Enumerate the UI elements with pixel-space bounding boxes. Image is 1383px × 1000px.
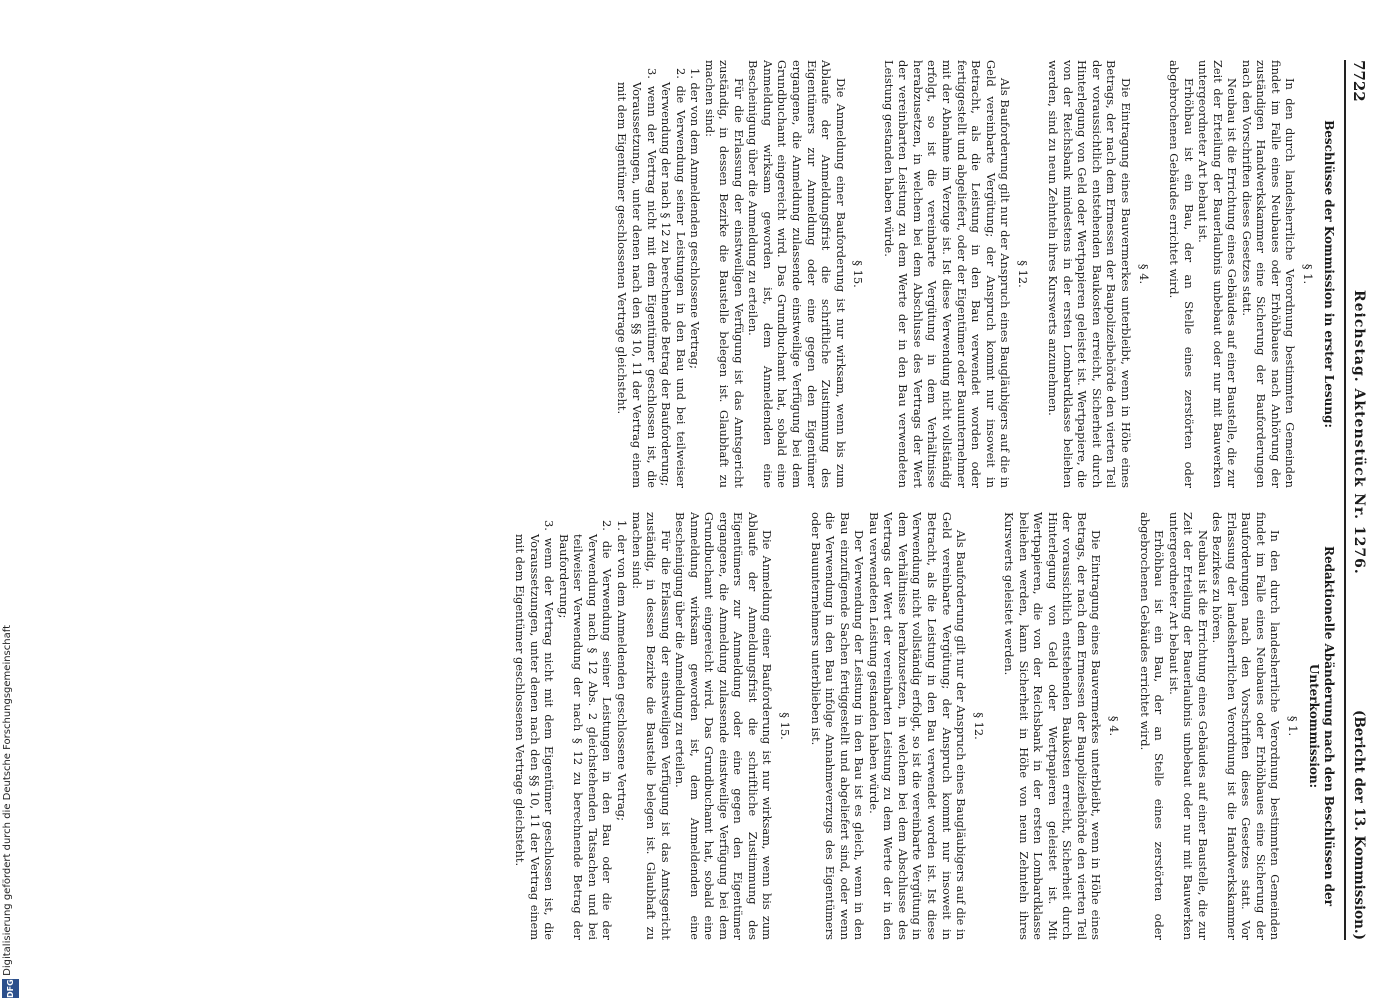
paragraph: Als Bauforderung gilt nur der Anspruch eines Baugläubigers auf die in Geld vereinbarte Vergütung; der Anspruch kommt nur insoweit in Betracht, als die Leistung in den Bau verwendet worden oder fertiggestellt und abgeliefert, oder der Eigentümer oder Bauunternehmer mit der Abnahme im Verzuge ist. Ist diese Verwendung nicht vollständig erfolgt, so ist die vereinbarte Vergütung in dem Verhältnisse herabzusetzen, in welchem bei dem Abschlusse des Vertrags der Wert der vereinbarten Leistung zu dem Werte der in den Bau verwendeten Leistung gestanden haben würde. (881, 60, 1013, 488)
list-item: 2. die Verwendung seiner Leistungen in den Bau oder die der Verwendung nach § 12 Abs. 2 gleichstehenden Tatsachen und bei teilweiser Verwendung der nach § 12 zu berechnende Betrag der Bauforderung; (556, 520, 615, 940)
column-title: Beschlüsse der Kommission in erster Lesung: (1322, 120, 1336, 428)
paragraph: Neubau ist die Errichtung eines Gebäudes auf einer Baustelle, die zur Zeit der Erteilung der Bauerlaubnis unbebaut oder nur mit Bauwerken untergeordneter Art bebaut ist. (1196, 60, 1240, 488)
scanned-page-area (28, 0, 1383, 1000)
paragraph: Erhöhbau ist ein Bau, der an Stelle eines zerstörten oder abgebrochenen Gebäudes errichtet wird. (1137, 512, 1167, 940)
paragraph: In den durch landesherrliche Verordnung bestimmten Gemeinden findet im Falle eines Neubaues oder Erhöhbaues nach Anhörung der zuständigen Handwerkskammer eine Sicherung der Bauforderungen nach den Vorschriften dieses Gesetzes statt. (1239, 60, 1298, 488)
paragraph: Neubau ist die Errichtung eines Gebäudes auf einer Baustelle, die zur Zeit der Erteilung der Bauerlaubnis unbebaut oder nur mit Bauwerken untergeordneter Art bebaut ist. (1166, 512, 1210, 940)
paragraph: Die Eintragung eines Bauvermerkes unterbleibt, wenn in Höhe eines Betrags, der nach dem Ermessen der Baupolizeibehörde den vierten Teil der voraussichtlich entstehenden Baukosten erreicht, Sicherheit durch Hinterlegung von Geld oder Wertpapieren geleistet ist. Wertpapiere, die von der Reichsbank mindestens in der ersten Lombardklasse beliehen werden, sind zu neun Zehnteln ihres Kurswerts anzunehmen. (1046, 60, 1133, 488)
header-report: (Bericht der 13. Kommission.) (1351, 709, 1367, 940)
column-title: Redaktionelle Abänderung nach den Beschlüssen der Unterkommission: (1307, 546, 1336, 906)
paragraph: Für die Erlassung der einstweiligen Verfügung ist das Amtsgericht zuständig, in dessen Bezirke die Baustelle belegen ist. Glaubhaft zu machen sind: (629, 512, 673, 940)
header-title: Reichstag. Aktenstück Nr. 1276. (1351, 290, 1367, 575)
list-item: 1. der von dem Anmeldenden geschlossene Vertrag; (615, 520, 630, 821)
paragraph: Der Verwendung der Leistung in den Bau ist es gleich, wenn in den Bau einzufügende Sachen fertiggestellt und abgeliefert sind, oder wenn die Verwendung in den Bau infolge Annahmeverzugs des Eigentümers oder Bauunternehmers unterblieben ist. (808, 512, 867, 940)
paragraph: Die Eintragung eines Bauvermerkes unterbleibt, wenn in Höhe eines Betrags, der nach dem Ermessen der Baupolizeibehörde den vierten Teil der voraussichtlich entstehenden Baukosten erreicht, Sicherheit durch Hinterlegung von Geld oder Wertpapieren geleistet ist. Mit Wertpapieren, die von der Reichsbank in der ersten Lombardklasse beliehen werden, kann Sicherheit in Höhe von neun Zehnteln ihres Kurswerts geleistet werden. (1002, 512, 1104, 940)
list-item: 1. der von dem Anmeldenden geschlossene Vertrag; (688, 68, 703, 369)
document-page (128, 60, 1368, 940)
paragraph: Für die Erlassung der einstweiligen Verfügung ist das Amtsgericht zuständig, in dessen Bezirke die Baustelle belegen ist. Glaubhaft zu machen sind: (702, 60, 746, 488)
column-editorial-revision (136, 512, 1336, 940)
dfg-logo: DFG (2, 979, 19, 998)
column-first-reading (136, 60, 1336, 488)
paragraph: Die Anmeldung einer Bauforderung ist nur wirksam, wenn bis zum Ablaufe der Anmeldungsfrist die schriftliche Zustimmung des Eigentümers zur Anmeldung oder eine gegen den Eigentümer ergangene, die Anmeldung zulassende einstweilige Verfügung bei dem Grundbuchamt eingereicht wird. Das Grundbuchamt hat, sobald eine Anmeldung wirksam geworden ist, dem Anmeldenden eine Bescheinigung über die Anmeldung zu erteilen. (673, 512, 775, 940)
list-item: 2. die Verwendung seiner Leistungen in den Bau und bei teilweiser Verwendung der nach § 12 zu berechnende Betrag der Bauforderung; (659, 68, 688, 488)
paragraph: Als Bauforderung gilt nur der Anspruch eines Baugläubigers auf die in Geld vereinbarte Vergütung; der Anspruch kommt nur insoweit in Betracht, als die Leistung in den Bau verwendet worden ist. Ist diese Verwendung nicht vollständig erfolgt, so ist die vereinbarte Vergütung in dem Verhältnisse herabzusetzen, in welchem bei dem Abschlusse des Vertrags der Wert der vereinbarten Leistung zu dem Werte der in den Bau verwendeten Leistung gestanden haben würde. (866, 512, 969, 940)
section-heading: § 1. (1286, 715, 1300, 737)
paragraph: Die Anmeldung einer Bauforderung ist nur wirksam, wenn bis zum Ablaufe der Anmeldungsfrist die schriftliche Zustimmung des Eigentümers zur Anmeldung oder eine gegen den Eigentümer ergangene, die Anmeldung zulassende einstweilige Verfügung bei dem Grundbuchamt eingereicht wird. Das Grundbuchamt hat, sobald eine Anmeldung wirksam geworden ist, dem Anmeldenden eine Bescheinigung über die Anmeldung zu erteilen. (746, 60, 848, 488)
section-heading: § 15. (778, 712, 793, 740)
paragraph: Erhöhbau ist ein Bau, der an Stelle eines zerstörten oder abgebrochenen Gebäudes errichtet wird. (1167, 60, 1196, 488)
paragraph: In den durch landesherrliche Verordnung bestimmten Gemeinden findet im Falle eines Neubaues oder Erhöhbaues eine Sicherung der Bauforderungen nach den Vorschriften dieses Gesetzes statt. Vor Erlassung der landesherrlichen Verordnung ist die Handwerkskammer des Bezirkes zu hören. (1210, 512, 1283, 940)
section-heading: § 12. (1015, 260, 1030, 288)
section-heading: § 12. (971, 712, 986, 740)
credit-text: Digitalisierung gefördert durch die Deutsche Forschungsgemeinschaft (2, 625, 13, 976)
list-item: 3. wenn der Vertrag nicht mit dem Eigentümer geschlossen ist, die Voraussetzungen, unter denen nach den §§ 10, 11 der Vertrag einem mit dem Eigentümer geschlossenen Vertrage gleichsteht. (513, 520, 557, 940)
digitization-credit (0, 0, 22, 1000)
list-item: 3. wenn der Vertrag nicht mit dem Eigentümer geschlossen ist, die Voraussetzungen, unter denen nach den §§ 10, 11 der Vertrag einem mit dem Eigentümer geschlossenen Vertrage gleichsteht. (615, 68, 659, 488)
page-number: 7722 (1350, 60, 1368, 102)
section-heading: § 1. (1301, 263, 1315, 285)
section-heading: § 15. (851, 260, 866, 288)
page-header (1344, 60, 1368, 940)
section-heading: § 4. (1136, 263, 1151, 285)
section-heading: § 4. (1106, 715, 1121, 737)
